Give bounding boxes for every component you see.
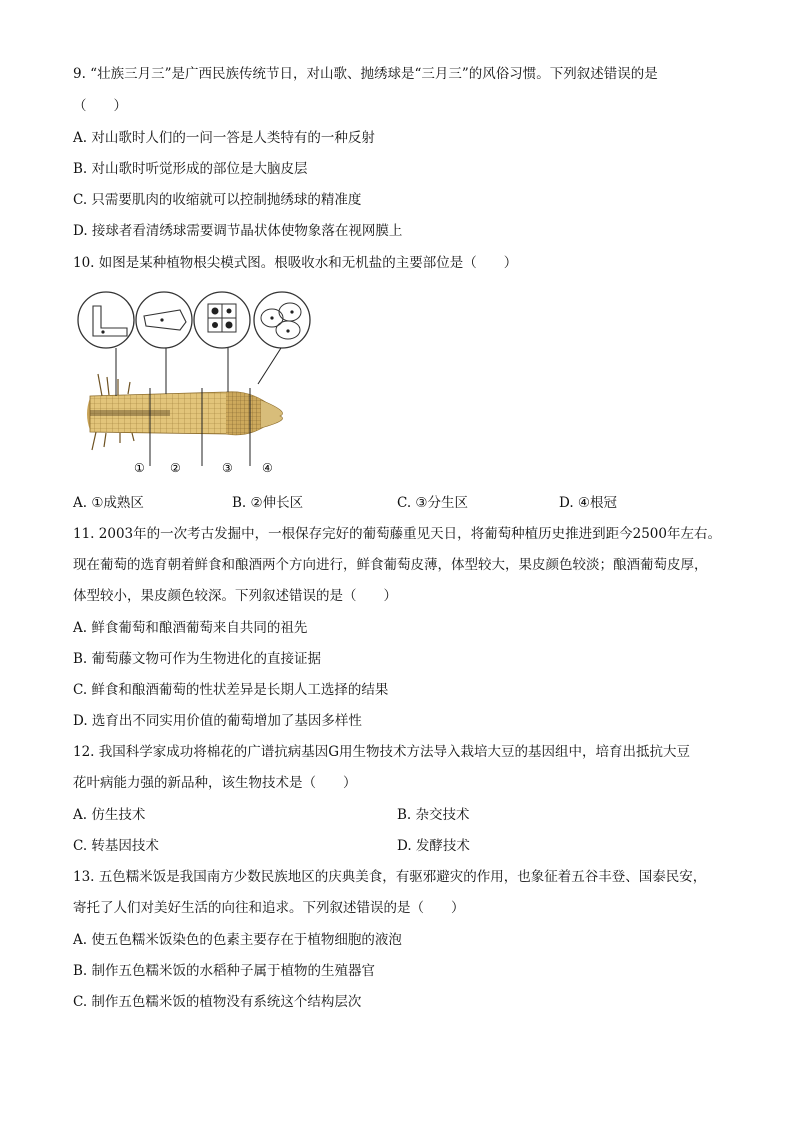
q11-stem-line3: 体型较小，果皮颜色较深。下列叙述错误的是（ ）	[73, 588, 397, 604]
q11-option-d: D. 选育出不同实用价值的葡萄增加了基因多样性	[73, 713, 362, 729]
q12-options-row2	[73, 836, 723, 856]
q13-option-a: A. 使五色糯米饭染色的色素主要存在于植物细胞的液泡	[73, 932, 402, 948]
q13-option-c: C. 制作五色糯米饭的植物没有系统这个结构层次	[73, 994, 362, 1010]
q10-option-a: A. ①成熟区	[73, 495, 144, 511]
q10-options	[73, 493, 723, 513]
cell-circle-1	[78, 292, 134, 348]
q12-options-row1	[73, 805, 723, 825]
q12-option-d: D. 发酵技术	[397, 838, 470, 854]
zone-label-4: ④	[262, 461, 273, 475]
q12-stem-line1: 12. 我国科学家成功将棉花的广谱抗病基因G用生物技术方法导入栽培大豆的基因组中，培育出抵抗大豆	[73, 744, 691, 760]
q9-stem-line1: 9. “壮族三月三”是广西民族传统节日，对山歌、抛绣球是“三月三”的风俗习惯。下列叙述错误的是	[73, 66, 658, 82]
cell-circle-2	[136, 292, 192, 348]
q9-stem-line2: （ ）	[73, 98, 127, 114]
q11-option-c: C. 鲜食和酿酒葡萄的性状差异是长期人工选择的结果	[73, 682, 389, 698]
q13-option-b: B. 制作五色糯米饭的水稻种子属于植物的生殖器官	[73, 963, 376, 979]
q9-option-b: B. 对山歌时听觉形成的部位是大脑皮层	[73, 161, 308, 177]
q11-stem-line1: 11. 2003年的一次考古发掘中，一根保存完好的葡萄藤重见天日，将葡萄种植历史推进到距今2500年左右。	[73, 526, 721, 542]
cell-circle-3	[194, 292, 250, 348]
q13-stem-line2: 寄托了人们对美好生活的向往和追求。下列叙述错误的是（ ）	[73, 900, 465, 916]
q10-option-b: B. ②伸长区	[232, 495, 304, 511]
q11-option-a: A. 鲜食葡萄和酿酒葡萄来自共同的祖先	[73, 620, 308, 636]
q12-option-a: A. 仿生技术	[73, 807, 146, 823]
zone-label-3: ③	[222, 461, 233, 475]
zone-label-1: ①	[134, 461, 145, 475]
q12-option-b: B. 杂交技术	[397, 807, 470, 823]
q9-option-d: D. 接球者看清绣球需要调节晶状体使物象落在视网膜上	[73, 223, 403, 239]
q10-option-d: D. ④根冠	[559, 495, 618, 511]
q10-option-c: C. ③分生区	[397, 495, 469, 511]
q11-option-b: B. 葡萄藤文物可作为生物进化的直接证据	[73, 651, 322, 667]
q10-stem-line1: 10. 如图是某种植物根尖模式图。根吸收水和无机盐的主要部位是（ ）	[73, 255, 518, 271]
cell-circle-4	[254, 292, 310, 348]
zone-label-2: ②	[170, 461, 181, 475]
root-tip-diagram	[76, 288, 316, 478]
q12-stem-line2: 花叶病能力强的新品种，该生物技术是（ ）	[73, 775, 357, 791]
q13-stem-line1: 13. 五色糯米饭是我国南方少数民族地区的庆典美食，有驱邪避灾的作用，也象征着五谷丰登、国泰民安，	[73, 869, 707, 885]
q11-stem-line2: 现在葡萄的选育朝着鲜食和酿酒两个方向进行，鲜食葡萄皮薄，体型较大，果皮颜色较淡；酿酒葡萄皮厚，	[73, 557, 708, 573]
q9-option-c: C. 只需要肌肉的收缩就可以控制抛绣球的精准度	[73, 192, 362, 208]
q9-option-a: A. 对山歌时人们的一问一答是人类特有的一种反射	[73, 130, 375, 146]
q12-option-c: C. 转基因技术	[73, 838, 159, 854]
